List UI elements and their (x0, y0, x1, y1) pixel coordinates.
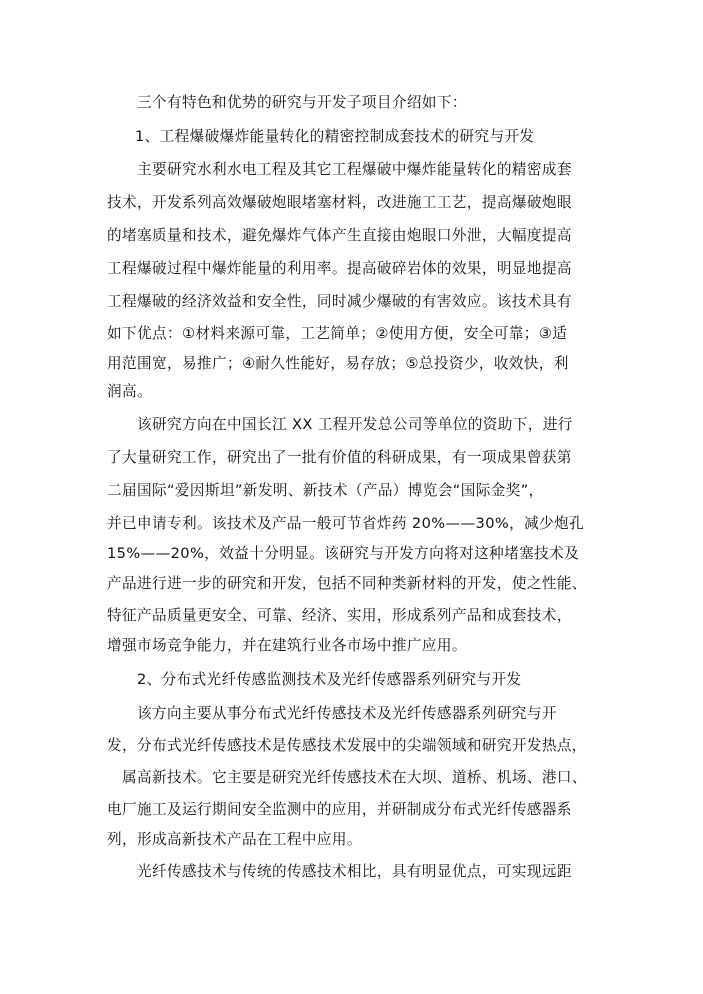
section-1-para-1-line: 主要研究水利水电工程及其它工程爆破中爆炸能量转化的精密成套 (137, 161, 572, 178)
section-1-para-1-line: 润高。 (107, 383, 152, 400)
intro-line: 三个有特色和优势的研究与开发子项目介绍如下： (137, 94, 467, 111)
section-2-para-1-line: 发，分布式光纤传感技术是传感技术发展中的尖端领域和研究开发热点， (107, 737, 587, 754)
section-1-heading: 1、工程爆破爆炸能量转化的精密控制成套技术的研究与开发 (135, 128, 535, 145)
section-1-para-2-line: 并已申请专利。该技术及产品一般可节省炸药 20%——30%，减少炮孔 (107, 515, 585, 532)
section-2-heading: 2、分布式光纤传感监测技术及光纤传感器系列研究与开发 (137, 671, 522, 688)
section-1-para-1-line: 用范围宽，易推广；④耐久性能好，易存放；⑤总投资少，收效快，利 (107, 355, 569, 372)
section-2-para-1-line: 属高新技术。它主要是研究光纤传感技术在大坝、道桥、机场、港口、 (122, 769, 587, 786)
section-1-para-2-line: 15%——20%，效益十分明显。该研究与开发方向将对这种堵塞技术及 (107, 545, 580, 562)
section-2-para-1-line: 该方向主要从事分布式光纤传感技术及光纤传感器系列研究与开 (137, 705, 557, 722)
section-1-para-1-line: 如下优点：①材料来源可靠，工艺简单；②使用方便，安全可靠；③适 (107, 325, 568, 342)
section-2-para-1-line: 列，形成高新技术产品在工程中应用。 (107, 831, 362, 848)
section-1-para-1-line: 技术，开发系列高效爆破炮眼堵塞材料，改进施工工艺，提高爆破炮眼 (107, 194, 572, 211)
section-2-para-2-line: 光纤传感技术与传统的传感技术相比，具有明显优点，可实现远距 (137, 863, 572, 880)
section-1-para-1-line: 工程爆破的经济效益和安全性，同时减少爆破的有害效应。该技术具有 (107, 293, 572, 310)
section-1-para-1-line: 的堵塞质量和技术，避免爆炸气体产生直接由炮眼口外泄，大幅度提高 (107, 227, 572, 244)
section-1-para-2-line: 了大量研究工作，研究出了一批有价值的科研成果，有一项成果曾获第 (107, 449, 572, 466)
section-1-para-2-line: 特征产品质量更安全、可靠、经济、实用，形成系列产品和成套技术， (107, 607, 572, 624)
section-1-para-2-line: 增强市场竞争能力，并在建筑行业各市场中推广应用。 (107, 637, 467, 654)
section-2-para-1-line: 电厂施工及运行期间安全监测中的应用，并研制成分布式光纤传感器系 (107, 801, 572, 818)
section-1-para-2-line: 该研究方向在中国长江 XX 工程开发总公司等单位的资助下，进行 (137, 416, 573, 433)
section-1-para-2-line: 产品进行进一步的研究和开发，包括不同种类新材料的开发，使之性能、 (107, 575, 587, 592)
section-1-para-2-line: 二届国际“爱因斯坦”新发明、新技术（产品）博览会“国际金奖”， (107, 482, 544, 499)
section-1-para-1-line: 工程爆破过程中爆炸能量的利用率。提高破碎岩体的效果，明显地提高 (107, 260, 572, 277)
